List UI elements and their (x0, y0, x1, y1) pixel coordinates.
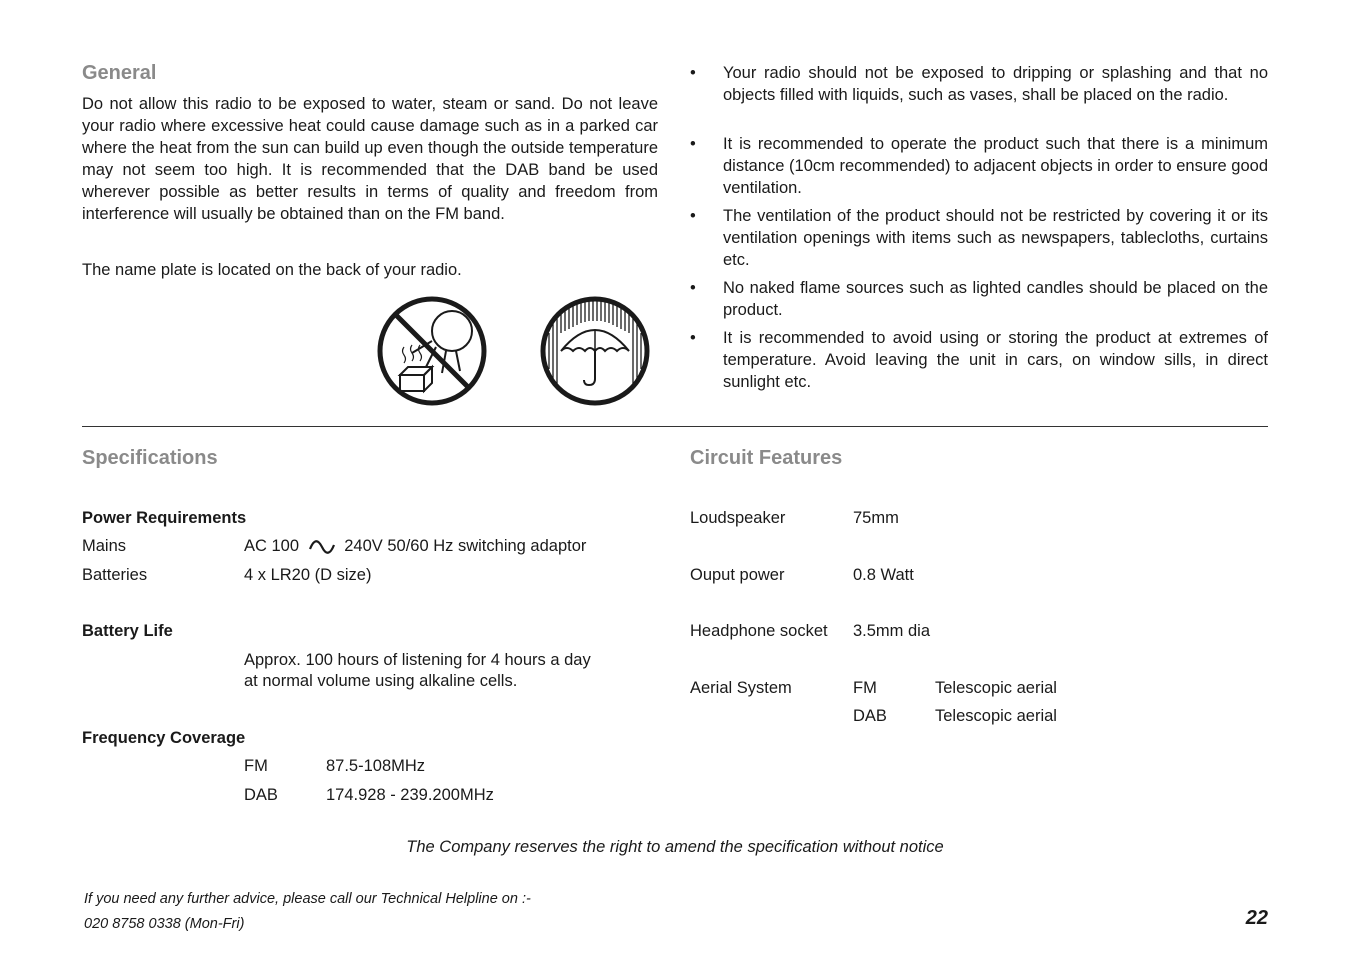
battery-life-line: Approx. 100 hours of listening for 4 hours a day (244, 651, 591, 669)
helpline-text: If you need any further advice, please call our Technical Helpline on :- (84, 891, 531, 907)
general-paragraph: Do not allow this radio to be exposed to water, steam or sand. Do not leave your radio where excessive heat could cause damage such as in a parked car where the heat from the sun can build up even though the outside temperature may not seem too high. It is recommended that the DAB band be used wherever possible as better results in terms of quality and freedom from interference will usually be obtained than on the FM band. (82, 95, 658, 223)
aerial-type: Telescopic aerial (935, 707, 1057, 725)
aerial-band: FM (853, 679, 877, 697)
name-plate-note: The name plate is located on the back of your radio. (82, 261, 462, 279)
circuit-features-heading: Circuit Features (690, 447, 843, 469)
battery-life-line: at normal volume using alkaline cells. (244, 672, 518, 690)
no-heat-sun-icon (376, 295, 488, 407)
battery-life-heading: Battery Life (82, 622, 173, 640)
aerial-system-label: Aerial System (690, 679, 792, 697)
mains-label: Mains (82, 537, 127, 555)
headphone-socket-label: Headphone socket (690, 622, 828, 640)
aerial-type: Telescopic aerial (935, 679, 1057, 697)
freq-range: 174.928 - 239.200MHz (326, 786, 494, 804)
umbrella-rain-icon (539, 295, 651, 407)
specifications-heading: Specifications (82, 447, 218, 469)
batteries-value: 4 x LR20 (D size) (244, 566, 372, 584)
loudspeaker-value: 75mm (853, 509, 899, 527)
headphone-socket-value: 3.5mm dia (853, 622, 931, 640)
specification-notice: The Company reserves the right to amend the specification without notice (406, 838, 944, 856)
output-power-value: 0.8 Watt (853, 566, 914, 584)
mains-value: AC 100 240V 50/60 Hz switching adaptor (244, 537, 587, 555)
page-number: 22 (1245, 907, 1268, 929)
freq-range: 87.5-108MHz (326, 757, 426, 775)
ac-wave-icon (308, 539, 336, 555)
batteries-label: Batteries (82, 566, 148, 584)
freq-band: FM (244, 757, 268, 775)
aerial-band: DAB (853, 707, 887, 725)
power-requirements-heading: Power Requirements (82, 509, 247, 527)
frequency-coverage-heading: Frequency Coverage (82, 729, 246, 747)
freq-band: DAB (244, 786, 278, 804)
output-power-label: Ouput power (690, 566, 785, 584)
section-divider (82, 426, 1268, 427)
general-heading: General (82, 62, 157, 84)
loudspeaker-label: Loudspeaker (690, 509, 786, 527)
helpline-number: 020 8758 0338 (Mon-Fri) (84, 916, 245, 932)
